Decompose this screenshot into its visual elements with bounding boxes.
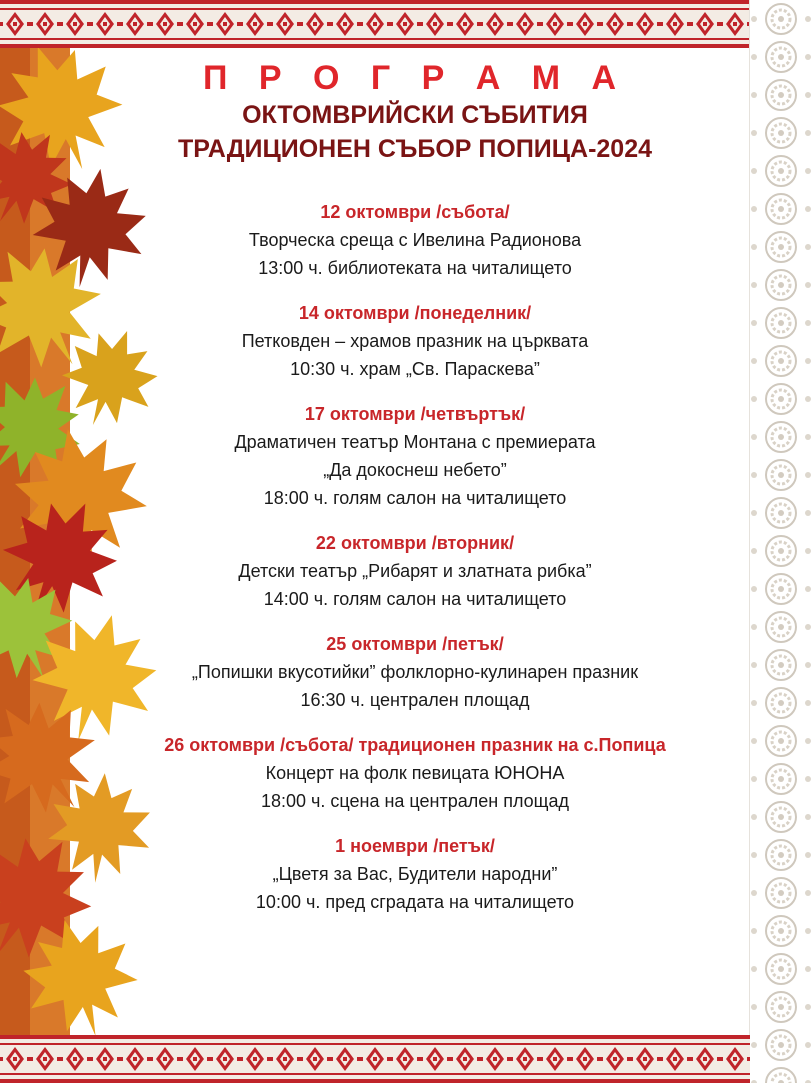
embroidery-pattern-bottom: [0, 1035, 750, 1083]
program-content: [120, 52, 710, 933]
event-date: 22 октомври /вторник/: [315, 533, 515, 553]
program-subtitle-2: ТРАДИЦИОНЕН СЪБОР ПОПИЦА-2024: [177, 135, 653, 163]
event-date: 12 октомври /събота/: [320, 202, 510, 222]
program-subtitle-1: ОКТОМВРИЙСКИ СЪБИТИЯ: [242, 101, 588, 129]
bottom-embroidery-border: [0, 1035, 750, 1083]
event-item: [120, 400, 710, 512]
event-time-place: 16:30 ч. централен площад: [300, 690, 530, 710]
event-item: [120, 299, 710, 383]
events-list: [120, 198, 710, 916]
event-description: „Да докоснеш небето”: [323, 460, 507, 480]
event-date: 1 ноември /петък/: [335, 836, 495, 856]
event-date: 14 октомври /понеделник/: [298, 303, 532, 323]
event-time-place: 14:00 ч. голям салон на читалището: [263, 589, 567, 609]
event-description: „Попишки вкусотийки” фолклорно-кулинарен празник: [191, 662, 639, 682]
lace-border: [749, 0, 812, 1083]
event-time-place: 10:30 ч. храм „Св. Параскева”: [290, 359, 540, 379]
event-date: 25 октомври /петък/: [326, 634, 504, 654]
event-item: [120, 198, 710, 282]
event-description: „Цветя за Вас, Будители народни”: [272, 864, 558, 884]
event-item: [120, 731, 710, 815]
event-item: [120, 832, 710, 916]
event-item: [120, 630, 710, 714]
event-time-place: 18:00 ч. голям салон на читалището: [263, 488, 567, 508]
event-date: 26 октомври /събота/ традиционен празник на с.Попица: [164, 735, 666, 755]
event-time-place: 18:00 ч. сцена на централен площад: [260, 791, 569, 811]
event-description: Творческа среща с Ивелина Радионова: [248, 230, 582, 250]
event-description: Драматичен театър Монтана с премиерата: [234, 432, 596, 452]
lace-pattern: [750, 0, 812, 1083]
event-description: Концерт на фолк певицата ЮНОНА: [265, 763, 565, 783]
event-date: 17 октомври /четвъртък/: [304, 404, 526, 424]
event-item: [120, 529, 710, 613]
embroidery-pattern-top: [0, 0, 750, 48]
event-time-place: 10:00 ч. пред сградата на читалището: [255, 892, 575, 912]
program-title: П Р О Г Р А М А: [202, 59, 628, 97]
event-description: Детски театър „Рибарят и златната рибка”: [238, 561, 592, 581]
top-embroidery-border: [0, 0, 750, 48]
event-time-place: 13:00 ч. библиотеката на читалището: [258, 258, 572, 278]
event-description: Петковден – храмов празник на църквата: [241, 331, 589, 351]
